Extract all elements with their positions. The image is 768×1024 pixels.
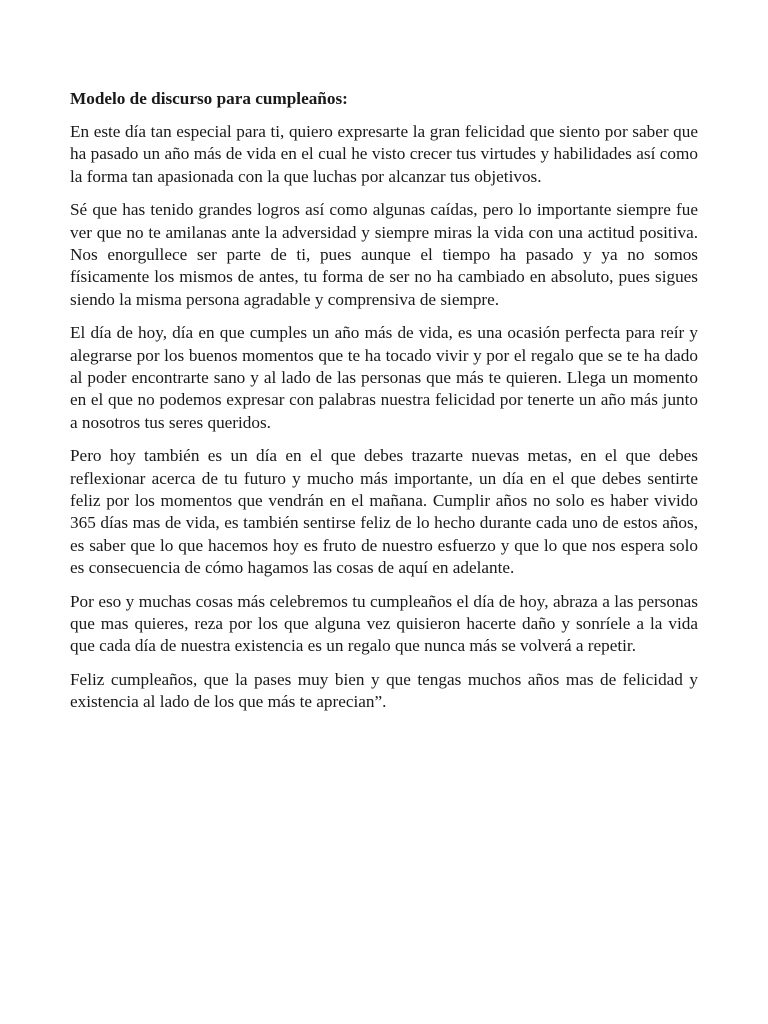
paragraph-4: Pero hoy también es un día en el que debes trazarte nuevas metas, en el que debes reflexionar acerca de tu futuro y mucho más importante, un día en el que debes sentirte feliz por los momentos que vendrán en el mañana. Cumplir años no solo es haber vivido 365 días mas de vida, es también sentirse feliz de lo hecho durante cada uno de estos años, es saber que lo que hacemos hoy es fruto de nuestro esfuerzo y que lo que nos espera solo es consecuencia de cómo hagamos las cosas de aquí en adelante.	[70, 446, 698, 577]
paragraph-1: En este día tan especial para ti, quiero expresarte la gran felicidad que siento por saber que ha pasado un año más de vida en el cual he visto crecer tus virtudes y habilidades así como la forma tan apasionada con la que luchas por alcanzar tus objetivos.	[70, 122, 698, 186]
paragraph-3: El día de hoy, día en que cumples un año más de vida, es una ocasión perfecta para reír y alegrarse por los buenos momentos que te ha tocado vivir y por el regalo que se te ha dado al poder encontrarte sano y al lado de las personas que más te quieren. Llega un momento en el que no podemos expresar con palabras nuestra felicidad por tenerte un año más junto a nosotros tus seres queridos.	[70, 323, 698, 432]
paragraph-6: Feliz cumpleaños, que la pases muy bien y que tengas muchos años mas de felicidad y existencia al lado de los que más te aprecian”.	[70, 670, 698, 712]
paragraph-5: Por eso y muchas cosas más celebremos tu cumpleaños el día de hoy, abraza a las personas que mas quieres, reza por los que alguna vez quisieron hacerte daño y sonríele a la vida que cada día de nuestra existencia es un regalo que nunca más se volverá a repetir.	[70, 591, 698, 656]
document-page	[70, 88, 698, 725]
paragraph-2: Sé que has tenido grandes logros así como algunas caídas, pero lo importante siempre fue ver que no te amilanas ante la adversidad y siempre miras la vida con una actitud positiva. Nos enorgullece ser parte de ti, pues aunque el tiempo ha pasado y ya no somos físicamente los mismos de antes, tu forma de ser no ha cambiado en absoluto, pues sigues siendo la misma persona agradable y comprensiva de siempre.	[70, 200, 698, 309]
document-title: Modelo de discurso para cumpleaños:	[70, 89, 348, 108]
